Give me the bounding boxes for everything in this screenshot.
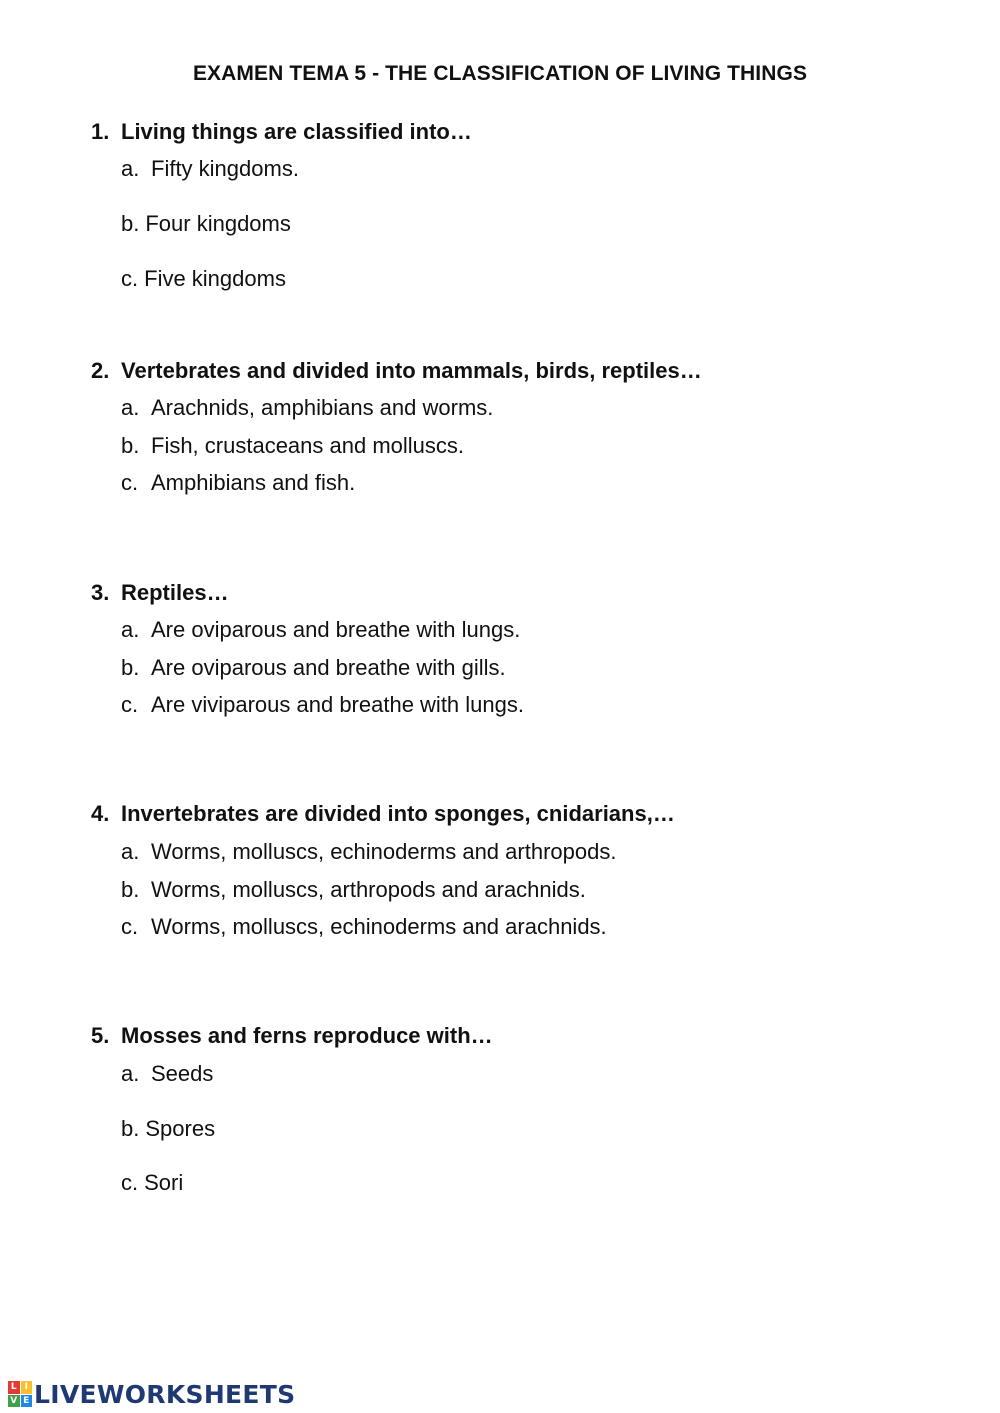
option-a[interactable] [121, 154, 299, 184]
option-c[interactable] [121, 468, 355, 498]
question-4 [91, 799, 951, 939]
option-text: Spores [145, 1116, 216, 1141]
question-stem [91, 117, 951, 147]
liveworksheets-brand [8, 1380, 295, 1408]
option-text: Worms, molluscs, echinoderms and arachnids. [151, 914, 607, 939]
question-text: Living things are classified into… [121, 119, 472, 144]
option-b[interactable] [121, 431, 464, 461]
option-letter: c. [121, 470, 139, 495]
question-number: 3. [91, 580, 110, 605]
question-1 [91, 117, 951, 291]
option-letter: a. [121, 1061, 140, 1086]
question-number: 4. [91, 801, 110, 826]
option-text: Fifty kingdoms. [151, 156, 299, 181]
question-3 [91, 578, 951, 717]
brand-name: LIVEWORKSHEETS [34, 1379, 296, 1409]
option-letter: a. [121, 839, 140, 864]
option-text: Are oviparous and breathe with gills. [151, 655, 506, 680]
option-a[interactable] [121, 1059, 213, 1089]
option-a[interactable] [121, 393, 493, 423]
option-letter: c. [121, 266, 139, 291]
question-text: Invertebrates are divided into sponges, cnidarians,… [121, 801, 675, 826]
question-stem [91, 356, 951, 386]
question-stem [91, 1021, 951, 1051]
option-letter: b. [121, 211, 140, 236]
option-a[interactable] [121, 837, 616, 867]
option-c[interactable] [121, 912, 607, 942]
logo-tile: L [8, 1381, 20, 1394]
option-text: Sori [144, 1170, 184, 1195]
option-text: Are oviparous and breathe with lungs. [151, 617, 521, 642]
question-text: Reptiles… [121, 580, 229, 605]
liveworksheets-logo-icon [8, 1381, 32, 1407]
question-text: Vertebrates and divided into mammals, birds, reptiles… [121, 358, 702, 383]
option-b[interactable] [121, 875, 586, 905]
option-c[interactable] [121, 1168, 183, 1198]
option-c[interactable] [121, 264, 286, 294]
option-text: Seeds [151, 1061, 214, 1086]
logo-tile: I [21, 1381, 33, 1394]
option-text: Are viviparous and breathe with lungs. [151, 692, 524, 717]
option-letter: a. [121, 156, 140, 181]
option-a[interactable] [121, 615, 520, 645]
question-text: Mosses and ferns reproduce with… [121, 1023, 493, 1048]
option-b[interactable] [121, 209, 291, 239]
option-b[interactable] [121, 1114, 215, 1144]
option-letter: a. [121, 395, 140, 420]
question-number: 5. [91, 1023, 110, 1048]
option-letter: b. [121, 877, 140, 902]
question-5 [91, 1021, 951, 1195]
question-number: 1. [91, 119, 110, 144]
option-letter: b. [121, 433, 140, 458]
question-stem [91, 578, 951, 608]
option-text: Worms, molluscs, arthropods and arachnids. [151, 877, 586, 902]
question-stem [91, 799, 951, 829]
logo-tile: V [8, 1395, 20, 1408]
question-2 [91, 356, 951, 495]
option-text: Worms, molluscs, echinoderms and arthropods. [151, 839, 617, 864]
option-letter: a. [121, 617, 140, 642]
option-letter: c. [121, 1170, 139, 1195]
page-title: EXAMEN TEMA 5 - THE CLASSIFICATION OF LIVING THINGS [192, 62, 808, 85]
logo-tile: E [21, 1395, 33, 1408]
option-letter: c. [121, 914, 139, 939]
option-text: Five kingdoms [144, 266, 286, 291]
option-text: Amphibians and fish. [151, 470, 356, 495]
option-c[interactable] [121, 690, 524, 720]
option-text: Fish, crustaceans and molluscs. [151, 433, 465, 458]
option-letter: b. [121, 1116, 140, 1141]
option-b[interactable] [121, 653, 506, 683]
option-text: Arachnids, amphibians and worms. [151, 395, 494, 420]
option-text: Four kingdoms [145, 211, 291, 236]
option-letter: c. [121, 692, 139, 717]
question-number: 2. [91, 358, 110, 383]
option-letter: b. [121, 655, 140, 680]
